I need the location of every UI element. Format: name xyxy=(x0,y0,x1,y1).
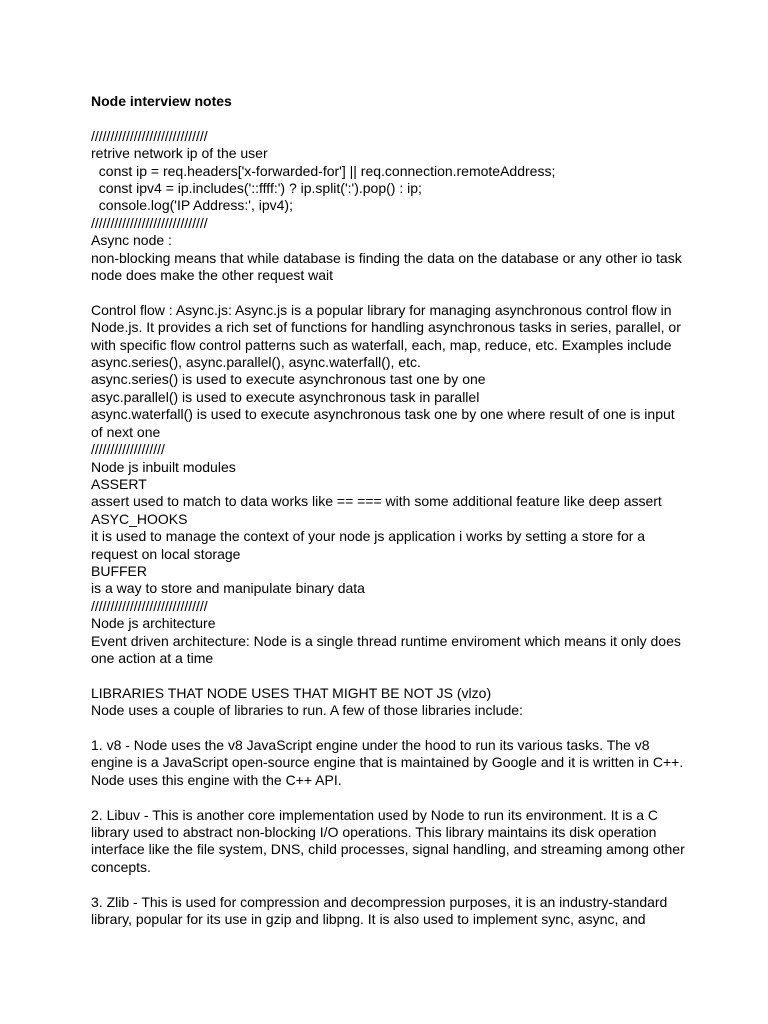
text-line: 2. Libuv - This is another core implementation used by Node to run its environment. It is a C xyxy=(91,806,659,823)
blank-line xyxy=(91,720,691,737)
text-line: ////////////////////////////// xyxy=(91,127,208,144)
text-line: Async node : xyxy=(91,232,172,249)
text-line: request on local storage xyxy=(91,545,241,562)
text-line: retrive network ip of the user xyxy=(91,145,268,162)
text-line: Control flow : Async.js: Async.js is a popular library for managing asynchronous control flow in xyxy=(91,301,672,318)
text-line: it is used to manage the context of your node js application i works by setting a store for a xyxy=(91,528,646,545)
blank-line xyxy=(91,789,691,806)
text-line: async.waterfall() is used to execute asynchronous task one by one where result of one is input xyxy=(91,406,675,423)
text-line: assert used to match to data works like == === with some additional feature like deep assert xyxy=(91,493,662,510)
text-line: node does make the other request wait xyxy=(91,267,334,284)
blank-line xyxy=(91,667,691,684)
text-line: engine is a JavaScript open-source engine that is maintained by Google and it is written in C++. xyxy=(91,754,684,771)
text-line: is a way to store and manipulate binary data xyxy=(91,580,365,597)
text-line: const ipv4 = ip.includes('::ffff:') ? ip.split(':').pop() : ip; xyxy=(91,180,422,197)
text-line: Node uses a couple of libraries to run. A few of those libraries include: xyxy=(91,702,523,719)
text-line: interface like the file system, DNS, child processes, signal handling, and streaming among other xyxy=(91,841,685,858)
document-lines xyxy=(91,128,691,929)
text-line: Node js inbuilt modules xyxy=(91,458,236,475)
text-line: library, popular for its use in gzip and libpng. It is also used to implement sync, async, and xyxy=(91,911,646,927)
text-line: library used to abstract non-blocking I/O operations. This library maintains its disk operation xyxy=(91,823,657,840)
text-line: Event driven architecture: Node is a single thread runtime enviroment which means it only does xyxy=(91,632,681,649)
text-line: async.series(), async.parallel(), async.waterfall(), etc. xyxy=(91,354,421,371)
text-line: 3. Zlib - This is used for compression and decompression purposes, it is an industry-standard xyxy=(91,893,668,910)
text-line: one action at a time xyxy=(91,649,214,666)
blank-line xyxy=(91,284,691,301)
blank-line xyxy=(91,876,691,893)
text-line: with specific flow control patterns such as waterfall, each, map, reduce, etc. Examples include xyxy=(91,336,672,353)
text-line: 1. v8 - Node uses the v8 JavaScript engine under the hood to run its various tasks. The v8 xyxy=(91,736,650,753)
text-line: async.series() is used to execute asynchronous tast one by one xyxy=(91,371,486,388)
text-line: Node uses this engine with the C++ API. xyxy=(91,771,342,788)
text-line: Node js architecture xyxy=(91,615,216,632)
text-line: ////////////////////////////// xyxy=(91,597,208,614)
text-line: asyc.parallel() is used to execute asynchronous task in parallel xyxy=(91,388,480,405)
document-body xyxy=(91,93,691,928)
text-line: concepts. xyxy=(91,858,151,875)
text-line: ASYC_HOOKS xyxy=(91,510,188,527)
text-line: /////////////////// xyxy=(91,441,165,458)
text-line: Node.js. It provides a rich set of functions for handling asynchronous tasks in series, parallel, or xyxy=(91,319,681,336)
text-line: console.log('IP Address:', ipv4); xyxy=(91,197,293,214)
text-line: BUFFER xyxy=(91,562,147,579)
text-line: ASSERT xyxy=(91,475,147,492)
text-line: non-blocking means that while database is finding the data on the database or any other io task xyxy=(91,249,682,266)
text-line: const ip = req.headers['x-forwarded-for'] || req.connection.remoteAddress; xyxy=(91,162,556,179)
document-title: Node interview notes xyxy=(91,93,232,109)
text-line: of next one xyxy=(91,423,161,440)
text-line: LIBRARIES THAT NODE USES THAT MIGHT BE NOT JS (vlzo) xyxy=(91,684,492,701)
text-line: ////////////////////////////// xyxy=(91,214,208,231)
